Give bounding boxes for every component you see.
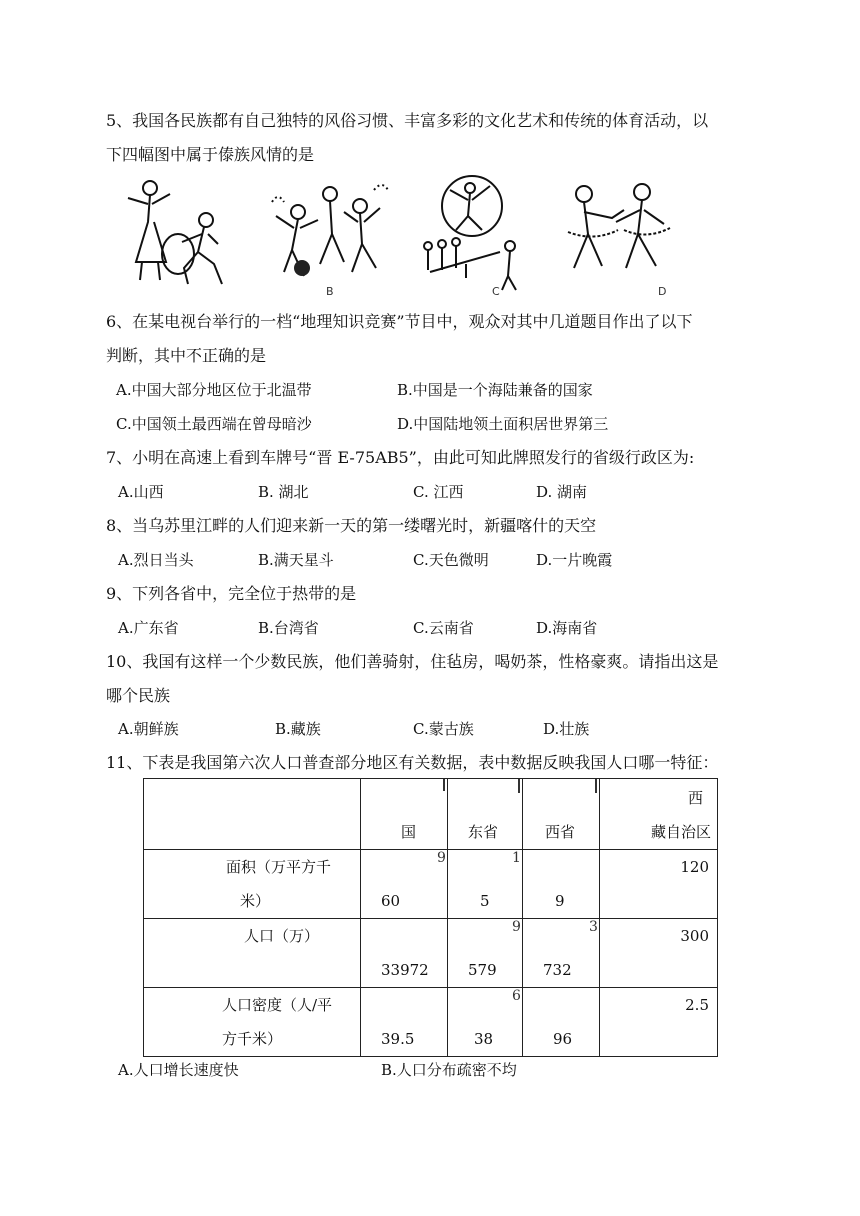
row-label-line2: 方千米） bbox=[222, 1030, 283, 1048]
row-label-cell bbox=[144, 919, 361, 988]
cell-fragment: 6 bbox=[512, 988, 521, 1004]
row-label-line1: 人口密度（人/平 bbox=[222, 996, 333, 1014]
q9-option-b: B.台湾省 bbox=[258, 619, 319, 637]
q10-option-a: A.朝鲜族 bbox=[118, 720, 179, 738]
q6-option-d: D.中国陆地领土面积居世界第三 bbox=[397, 415, 609, 433]
cell-fragment: 9 bbox=[512, 919, 521, 935]
cell-fragment: 1 bbox=[512, 850, 521, 866]
cell-fragment bbox=[589, 988, 599, 1006]
q7-option-b: B. 湖北 bbox=[258, 483, 309, 501]
table-cell bbox=[448, 988, 523, 1057]
q6-option-b: B.中国是一个海陆兼备的国家 bbox=[397, 381, 593, 399]
table-header-cell bbox=[361, 779, 448, 850]
table-cell bbox=[600, 988, 718, 1057]
q7-text-line1: 7、小明在高速上看到车牌号“晋 E-75AB5”，由此可知此牌照发行的省级行政区为: bbox=[106, 448, 695, 467]
table-cell bbox=[523, 850, 600, 919]
table-cell bbox=[523, 988, 600, 1057]
q10-option-d: D.壮族 bbox=[543, 720, 590, 738]
cell-value: 732 bbox=[543, 961, 572, 979]
cell-fragment bbox=[437, 988, 447, 1006]
q8-option-d: D.一片晚霞 bbox=[536, 551, 613, 569]
cell-value: 96 bbox=[553, 1030, 573, 1048]
figure-label-b: B bbox=[326, 285, 334, 298]
q11-option-b: B.人口分布疏密不均 bbox=[381, 1061, 517, 1079]
population-table bbox=[143, 778, 718, 1057]
q5-figures bbox=[118, 172, 718, 296]
table-cell bbox=[600, 850, 718, 919]
q6-text-line2: 判断，其中不正确的是 bbox=[106, 346, 267, 365]
q8-option-c: C.天色微明 bbox=[413, 551, 489, 569]
table-cell bbox=[361, 988, 448, 1057]
table-header-cell bbox=[448, 779, 523, 850]
q7-option-c: C. 江西 bbox=[413, 483, 464, 501]
swing-dance-icon bbox=[410, 172, 540, 296]
table-header-cell bbox=[523, 779, 600, 850]
figure-label-c: C bbox=[492, 285, 500, 298]
q6-text-line1: 6、在某电视台举行的一档“地理知识竞赛”节目中，观众对其中几道题目作出了以下 bbox=[106, 312, 693, 331]
dancing-couple-icon bbox=[118, 172, 248, 296]
q9-option-c: C.云南省 bbox=[413, 619, 474, 637]
q10-text-line1: 10、我国有这样一个少数民族，他们善骑射，住毡房，喝奶茶，性格豪爽。请指出这是 bbox=[106, 652, 719, 671]
q10-text-line2: 哪个民族 bbox=[106, 686, 171, 705]
q11-option-a: A.人口增长速度快 bbox=[118, 1061, 239, 1079]
q9-text-line1: 9、下列各省中，完全位于热带的是 bbox=[106, 584, 357, 603]
table-cell bbox=[361, 919, 448, 988]
table-cell bbox=[600, 919, 718, 988]
figure-label-d: D bbox=[658, 285, 667, 298]
cell-value: 5 bbox=[480, 892, 490, 910]
q5-text-line2: 下四幅图中属于傣族风情的是 bbox=[106, 145, 315, 164]
row-label-cell bbox=[144, 850, 361, 919]
table-cell bbox=[361, 850, 448, 919]
q8-option-a: A.烈日当头 bbox=[118, 551, 194, 569]
q10-option-c: C.蒙古族 bbox=[413, 720, 474, 738]
q6-option-a: A.中国大部分地区位于北温带 bbox=[116, 381, 312, 399]
cell-value: 579 bbox=[468, 961, 497, 979]
table-header-corner bbox=[144, 779, 361, 850]
header-label-line2: 藏自治区 bbox=[650, 823, 711, 841]
water-splashing-icon bbox=[264, 172, 394, 296]
q7-option-a: A.山西 bbox=[118, 483, 164, 501]
cell-value: 120 bbox=[680, 858, 709, 876]
cell-value: 39.5 bbox=[381, 1030, 415, 1048]
q8-option-b: B.满天星斗 bbox=[258, 551, 334, 569]
table-header-row bbox=[144, 779, 718, 850]
table-row bbox=[144, 988, 718, 1057]
q7-option-d: D. 湖南 bbox=[536, 483, 588, 501]
table-header-cell bbox=[600, 779, 718, 850]
q9-option-d: D.海南省 bbox=[536, 619, 598, 637]
header-label: 西省 bbox=[545, 823, 576, 841]
cell-value: 9 bbox=[555, 892, 565, 910]
cell-value: 300 bbox=[680, 927, 709, 945]
cell-fragment: 9 bbox=[437, 850, 446, 866]
q11-text-line1: 11、下表是我国第六次人口普查部分地区有关数据，表中数据反映我国人口哪一特征： bbox=[106, 753, 719, 772]
table-cell bbox=[523, 919, 600, 988]
q8-text-line1: 8、当乌苏里江畔的人们迎来新一天的第一缕曙光时，新疆喀什的天空 bbox=[106, 516, 597, 535]
cell-fragment bbox=[437, 919, 447, 937]
table-cell bbox=[448, 919, 523, 988]
cell-value: 38 bbox=[474, 1030, 494, 1048]
cell-fragment: 3 bbox=[589, 919, 598, 935]
row-label-line2: 米） bbox=[240, 892, 271, 910]
table-row bbox=[144, 919, 718, 988]
row-label-line1: 人口（万） bbox=[244, 927, 320, 945]
table-row bbox=[144, 850, 718, 919]
q9-option-a: A.广东省 bbox=[118, 619, 179, 637]
wrestling-icon bbox=[554, 172, 684, 296]
q10-option-b: B.藏族 bbox=[275, 720, 321, 738]
cell-value: 33972 bbox=[381, 961, 429, 979]
table-cell bbox=[448, 850, 523, 919]
q6-option-c: C.中国领土最西端在曾母暗沙 bbox=[116, 415, 312, 433]
row-label-line1: 面积（万平方千 bbox=[226, 858, 332, 876]
header-label-line1: 西 bbox=[687, 789, 703, 807]
header-label: 国 bbox=[401, 823, 417, 841]
row-label-cell bbox=[144, 988, 361, 1057]
cell-value: 60 bbox=[381, 892, 401, 910]
header-label: 东省 bbox=[468, 823, 499, 841]
cell-fragment bbox=[589, 850, 599, 868]
cell-value: 2.5 bbox=[685, 996, 709, 1014]
q5-text-line1: 5、我国各民族都有自己独特的风俗习惯、丰富多彩的文化艺术和传统的体育活动，以 bbox=[106, 111, 709, 130]
